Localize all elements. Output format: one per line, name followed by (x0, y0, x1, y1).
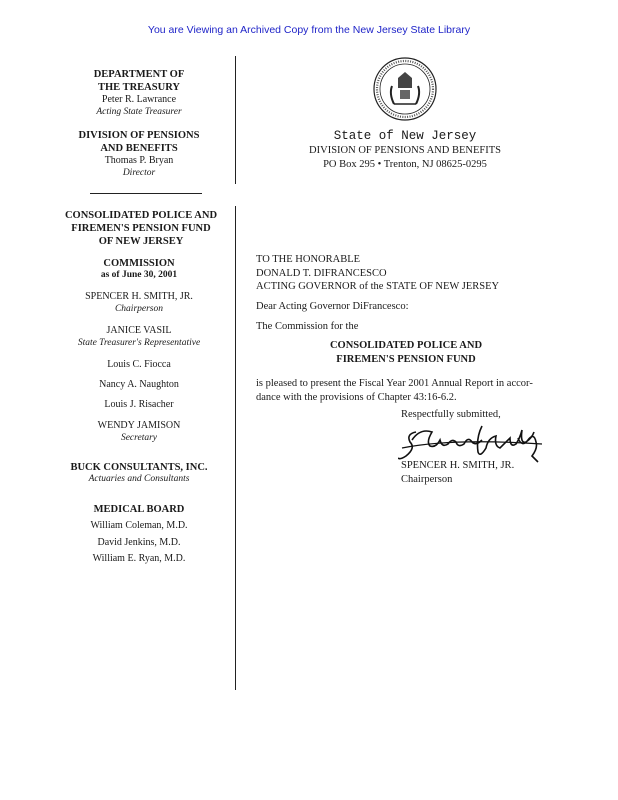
member-name: Louis C. Fiocca (107, 359, 171, 370)
member-name: SPENCER H. SMITH, JR. (85, 291, 193, 302)
division-block (60, 129, 218, 180)
addressee-line-2: DONALD T. DIFRANCESCO (256, 267, 387, 279)
member-name: JANICE VASIL (106, 325, 172, 336)
actuary-title: Actuaries and Consultants (88, 474, 190, 485)
letter-fund-name (256, 339, 556, 366)
header-address: PO Box 295 • Trenton, NJ 08625-0295 (323, 158, 487, 170)
vertical-rule-bottom (235, 206, 236, 690)
member-name: Nancy A. Naughton (99, 379, 179, 390)
letter-intro: The Commission for the (256, 321, 359, 332)
addressee-block (256, 253, 556, 294)
member-5 (60, 399, 218, 412)
doctor-3: William E. Ryan, M.D. (92, 553, 186, 565)
doctor-2: David Jenkins, M.D. (97, 536, 181, 548)
division-line-1: DIVISION OF PENSIONS (78, 130, 200, 141)
vertical-rule-top (235, 56, 236, 184)
commission-date: as of June 30, 2001 (100, 270, 178, 281)
director-name: Thomas P. Bryan (104, 155, 174, 167)
member-name: WENDY JAMISON (97, 420, 181, 431)
dept-line-2: THE TREASURY (97, 82, 180, 94)
state-title: State of New Jersey (333, 129, 477, 143)
member-3 (60, 359, 218, 372)
fund-block (56, 209, 226, 248)
salutation: Dear Acting Governor DiFrancesco: (256, 301, 409, 312)
signer-title: Chairperson (401, 473, 453, 485)
letterhead (255, 128, 555, 172)
treasury-block (60, 68, 218, 119)
director-title: Director (122, 167, 156, 178)
fund-line-1: CONSOLIDATED POLICE AND (64, 210, 218, 221)
member-6 (60, 420, 218, 444)
member-title: State Treasurer's Representative (77, 337, 201, 348)
member-name: Louis J. Risacher (104, 399, 174, 410)
addressee-line-1: TO THE HONORABLE (256, 254, 361, 265)
body-line-1: is pleased to present the Fiscal Year 2001 Annual Report in accor- (256, 378, 533, 389)
actuary-block (52, 461, 226, 486)
letter-fund-line-1: CONSOLIDATED POLICE AND (329, 340, 483, 351)
header-division: DIVISION OF PENSIONS AND BENEFITS (309, 145, 501, 157)
archive-banner: You are Viewing an Archived Copy from the New Jersey State Library (147, 24, 471, 36)
letter-fund-line-2: FIREMEN'S PENSION FUND (336, 353, 476, 365)
signer-name: SPENCER H. SMITH, JR. (401, 460, 515, 471)
member-1 (52, 291, 226, 315)
dept-line-1: DEPARTMENT OF (93, 69, 185, 80)
closing: Respectfully submitted, (401, 409, 501, 420)
medical-board-block (60, 503, 218, 566)
signer-block (401, 459, 561, 486)
actuary-name: BUCK CONSULTANTS, INC. (70, 462, 208, 473)
commission-heading: COMMISSION (103, 258, 175, 269)
treasurer-name: Peter R. Lawrance (101, 94, 177, 106)
commission-block (60, 257, 218, 282)
fund-line-3: OF NEW JERSEY (98, 236, 184, 248)
medical-board-heading: MEDICAL BOARD (93, 504, 185, 515)
left-divider (90, 193, 202, 194)
member-title: Secretary (120, 432, 158, 443)
addressee-line-3: ACTING GOVERNOR of the STATE OF NEW JERSEY (256, 281, 500, 293)
body-line-2: dance with the provisions of Chapter 43:16-6.2. (256, 391, 457, 403)
treasurer-title: Acting State Treasurer (96, 106, 182, 117)
letter-body (256, 377, 556, 404)
fund-line-2: FIREMEN'S PENSION FUND (71, 223, 211, 235)
member-2 (52, 325, 226, 349)
doctor-1: William Coleman, M.D. (90, 520, 188, 532)
state-seal-icon (372, 56, 438, 122)
member-title: Chairperson (114, 303, 164, 314)
division-line-2: AND BENEFITS (100, 143, 178, 155)
member-4 (60, 379, 218, 392)
